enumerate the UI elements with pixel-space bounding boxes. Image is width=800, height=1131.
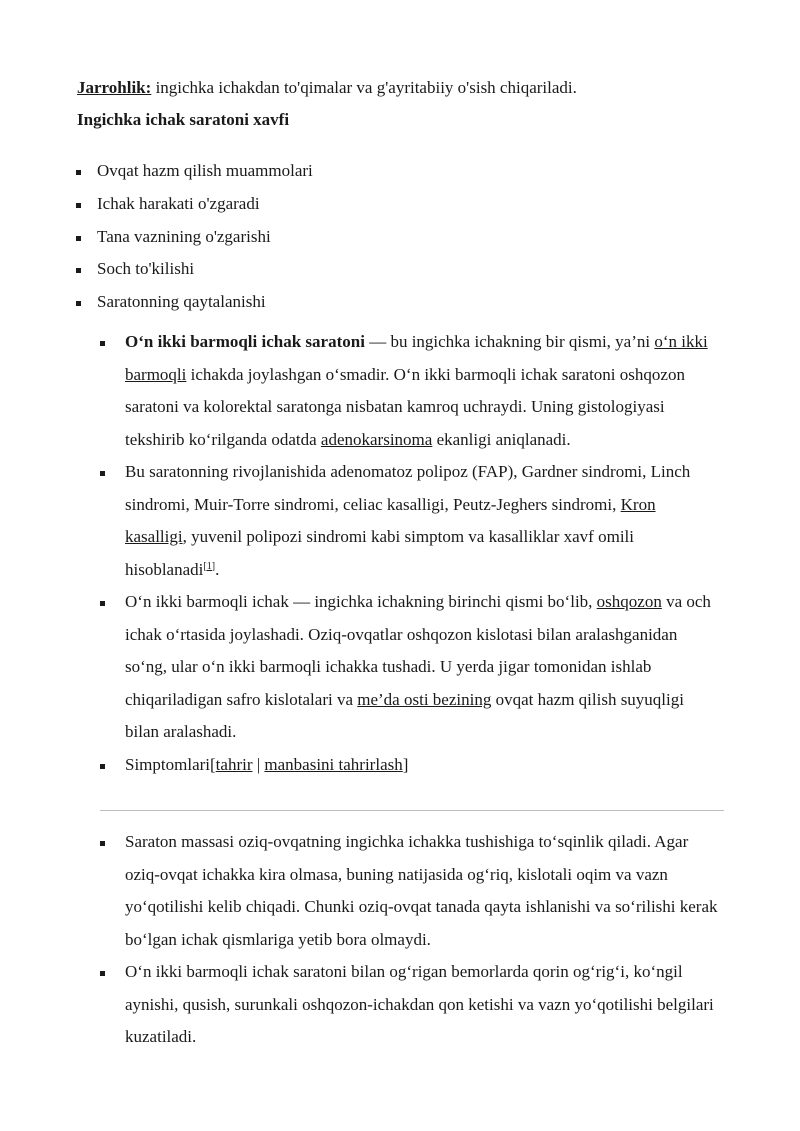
list-item: Soch to'kilishi <box>77 253 757 286</box>
reference-link[interactable]: [1] <box>203 560 216 572</box>
symptom-list <box>100 826 720 1054</box>
section-heading: Ingichka ichak saratoni xavfi <box>77 110 290 129</box>
link-adenocarcinoma[interactable]: adenokarsinoma <box>320 429 433 449</box>
risk-list <box>77 155 757 319</box>
list-item: Saratonning qaytalanishi <box>77 286 757 319</box>
detail-bold-term: O‘n ikki barmoqli ichak saratoni <box>125 332 365 351</box>
bullet-icon <box>76 268 81 273</box>
list-item: Tana vaznining o'zgarishi <box>77 221 757 254</box>
list-item: Ichak harakati o'zgaradi <box>77 188 757 221</box>
bullet-icon <box>76 236 81 241</box>
bullet-icon <box>100 764 105 769</box>
intro-paragraph <box>77 74 777 102</box>
list-item: O‘n ikki barmoqli ichak saratoni bilan og‘rigan bemorlarda qorin og‘rig‘i, ko‘ngil aynishi, qusish, surunkali oshqozon-ichakdan qon ketishi va vazn yo‘qotilishi belgilari kuzatiladi. <box>100 956 720 1054</box>
list-item: Saraton massasi oziq-ovqatning ingichka ichakka tushishiga to‘sqinlik qiladi. Agar oziq-ovqat ichakka kira olmasa, buning natijasida og‘riq, kislotali oqim va vazn yo‘qotilishi kelib chiqadi. Chunki oziq-ovqat tanada qayta ishlanishi va so‘rilishi kerak bo‘lgan ichak qismlariga yetib bora olmaydi. <box>100 826 720 956</box>
list-item: Bu saratonning rivojlanishida adenomatoz polipoz (FAP), Gardner sindromi, Linch sindromi, Muir-Torre sindromi, celiac kasalligi, Peutz-Jeghers sindromi, Kron kasalligi, yuvenil polipozi sindromi kabi simptom va kasalliklar xavf omili hisoblanadi[1]. <box>100 456 720 586</box>
list-item: O‘n ikki barmoqli ichak saratoni — bu ingichka ichakning bir qismi, ya’ni o‘n ikki barmoqli ichakda joylashgan o‘smadir. O‘n ikki barmoqli ichak saratoni oshqozon saratoni va kolorektal saratonga nisbatan kamroq uchraydi. Uning gistologiyasi tekshirib ko‘rilganda odatda adenokarsinoma ekanligi aniqlanadi. <box>100 326 720 456</box>
list-item: Simptomlari[tahrir | manbasini tahrirlash] <box>100 749 720 782</box>
bullet-icon <box>100 971 105 976</box>
link-crohn[interactable]: Kron kasalligi <box>125 494 656 546</box>
link-pancreas[interactable]: me’da osti bezining <box>357 689 492 709</box>
bullet-icon <box>100 841 105 846</box>
section-divider <box>100 810 724 811</box>
bullet-icon <box>100 471 105 476</box>
intro-label: Jarrohlik: <box>77 78 152 97</box>
bullet-icon <box>76 301 81 306</box>
edit-link[interactable]: tahrir <box>215 754 253 774</box>
list-item: O‘n ikki barmoqli ichak — ingichka ichakning birinchi qismi bo‘lib, oshqozon va och ichak o‘rtasida joylashadi. Oziq-ovqatlar oshqozon kislotasi bilan aralashganidan so‘ng, ular o‘n ikki barmoqli ichakka tushadi. U yerda jigar tomonidan ishlab chiqariladigan safro kislotalari va me’da osti bezining ovqat hazm qilish suyuqligi bilan aralashadi. <box>100 586 720 749</box>
link-duodenum[interactable]: o‘n ikki barmoqli <box>125 332 708 384</box>
bullet-icon <box>76 170 81 175</box>
intro-text: ingichka ichakdan to'qimalar va g'ayritabiiy o'sish chiqariladi. <box>151 78 577 97</box>
link-stomach[interactable]: oshqozon <box>596 592 662 611</box>
bullet-icon <box>100 341 105 346</box>
bullet-icon <box>100 601 105 606</box>
bullet-icon <box>76 203 81 208</box>
detail-list <box>100 326 720 781</box>
edit-source-link[interactable]: manbasini tahrirlash <box>264 754 403 774</box>
list-item: Ovqat hazm qilish muammolari <box>77 155 757 188</box>
